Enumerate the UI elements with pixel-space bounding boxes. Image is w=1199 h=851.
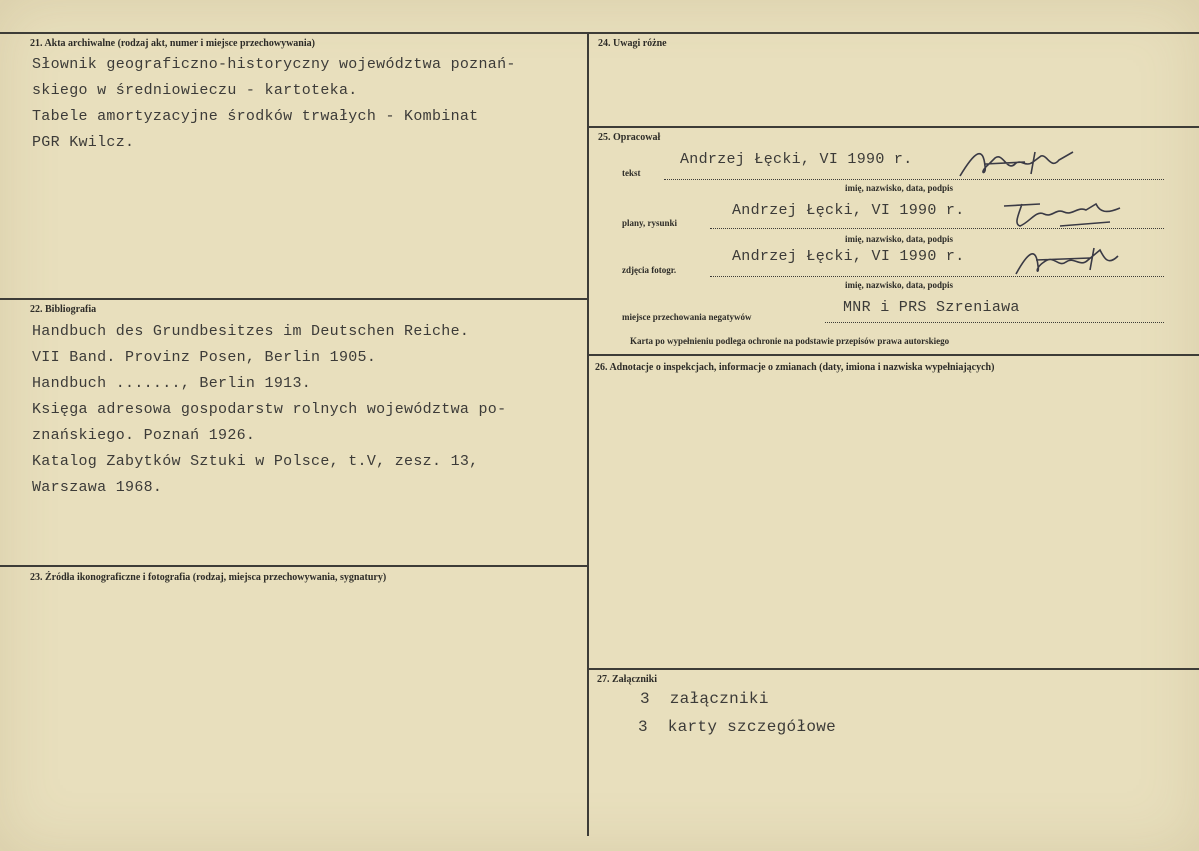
section-27-label: 27. Załączniki <box>597 674 658 685</box>
text-line: Warszawa 1968. <box>32 479 163 496</box>
negatives-value: MNR i PRS Szreniawa <box>843 299 1020 316</box>
row-label-text: tekst <box>622 168 641 178</box>
section-26-label: 26. Adnotacje o inspekcjach, informacje o zmianach (daty, imiona i nazwiska wypełniających) <box>595 362 995 373</box>
section-25-label: 25. Opracował <box>598 132 661 143</box>
fill-line <box>825 322 1164 323</box>
text-line: Katalog Zabytków Sztuki w Polsce, t.V, zesz. 13, <box>32 453 479 470</box>
text-line: znańskiego. Poznań 1926. <box>32 427 256 444</box>
attachment-text: karty szczegółowe <box>667 718 837 736</box>
fill-line <box>664 179 1164 180</box>
field-caption: imię, nazwisko, data, podpis <box>845 280 954 290</box>
author-value: Andrzej Łęcki, VI 1990 r. <box>680 151 913 168</box>
signature-image <box>1010 244 1130 280</box>
text-line: VII Band. Provinz Posen, Berlin 1905. <box>32 349 377 366</box>
section-24-label: 24. Uwagi różne <box>598 38 667 49</box>
section-21-text <box>32 52 516 156</box>
divider-21-22 <box>0 298 588 300</box>
author-value: Andrzej Łęcki, VI 1990 r. <box>732 202 965 219</box>
text-line: Handbuch des Grundbesitzes im Deutschen Reiche. <box>32 323 470 340</box>
divider-25-26 <box>588 354 1199 356</box>
row-label-plans: plany, rysunki <box>622 218 678 228</box>
text-line: PGR Kwilcz. <box>32 134 135 151</box>
top-border <box>0 32 1199 34</box>
attachment-count: 3 <box>640 690 650 708</box>
signature-image <box>1000 196 1130 232</box>
negatives-label: miejsce przechowania negatywów <box>622 312 752 322</box>
divider-24-25 <box>588 126 1199 128</box>
attachment-count: 3 <box>638 718 648 736</box>
divider-26-27 <box>588 668 1199 670</box>
section-21-label: 21. Akta archiwalne (rodzaj akt, numer i miejsce przechowywania) <box>30 38 315 49</box>
text-line: skiego w średniowieczu - kartoteka. <box>32 82 358 99</box>
section-23-label: 23. Źródła ikonograficzne i fotografia (rodzaj, miejsca przechowywania, sygnatury) <box>30 572 387 583</box>
section-22-label: 22. Bibliografia <box>30 304 97 315</box>
attachment-text: załączniki <box>669 690 769 708</box>
row-label-photos: zdjęcia fotogr. <box>622 265 677 275</box>
field-caption: imię, nazwisko, data, podpis <box>845 183 954 193</box>
text-line: Handbuch ......., Berlin 1913. <box>32 375 312 392</box>
attachment-item <box>638 718 836 736</box>
author-value: Andrzej Łęcki, VI 1990 r. <box>732 248 965 265</box>
text-line: Słownik geograficzno-historyczny województwa poznań- <box>32 56 516 73</box>
attachment-item <box>640 690 769 708</box>
text-line: Księga adresowa gospodarstw rolnych województwa po- <box>32 401 507 418</box>
field-caption: imię, nazwisko, data, podpis <box>845 234 954 244</box>
section-22-text <box>32 319 506 501</box>
copyright-note: Karta po wypełnieniu podlega ochronie na podstawie przepisów prawa autorskiego <box>630 336 950 346</box>
signature-image <box>955 146 1085 182</box>
text-line: Tabele amortyzacyjne środków trwałych - Kombinat <box>32 108 479 125</box>
divider-22-23 <box>0 565 588 567</box>
column-divider <box>587 32 589 836</box>
